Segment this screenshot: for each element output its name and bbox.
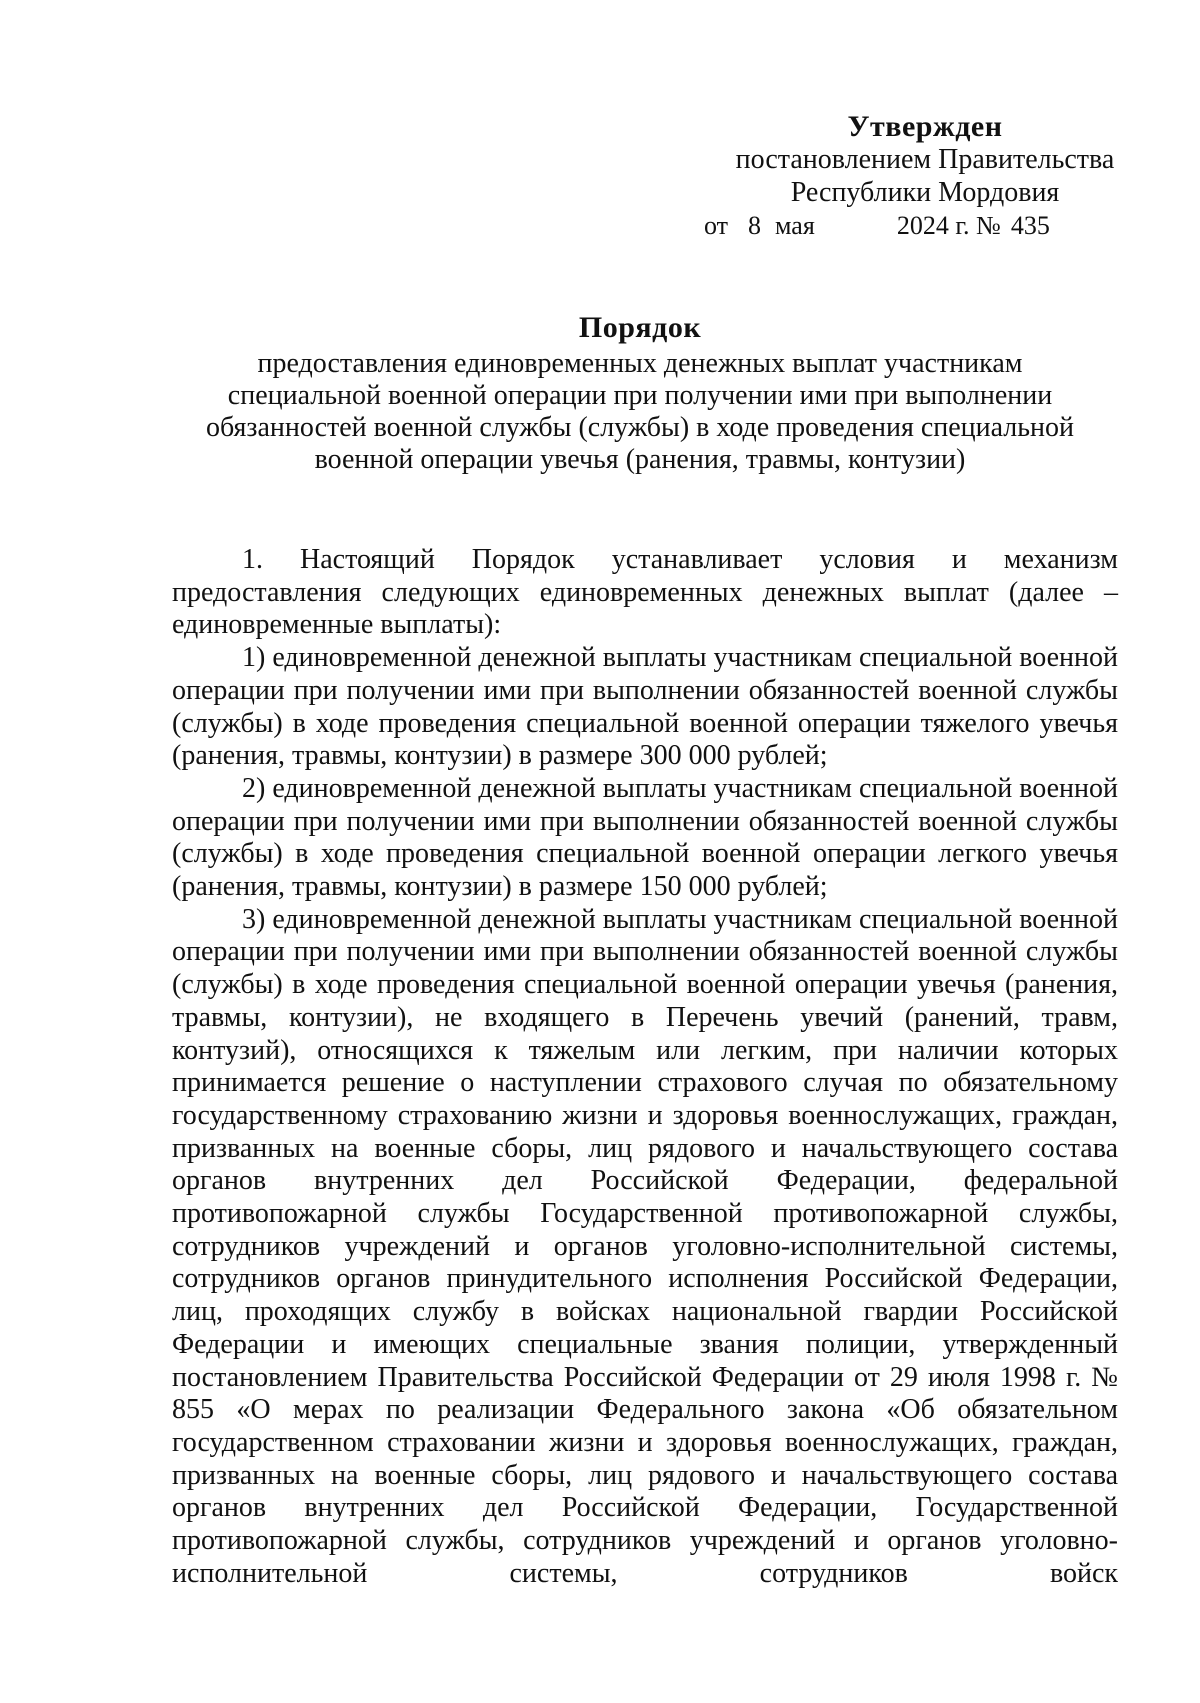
subtitle-line-3: обязанностей военной службы (службы) в ходе проведения специальной — [205, 412, 1075, 443]
subtitle-line-4: военной операции увечья (ранения, травмы, контузии) — [314, 444, 966, 475]
date-prefix: от — [704, 211, 729, 240]
subtitle-line-2: специальной военной операции при получении ими при выполнении — [227, 380, 1053, 411]
date-month: мая — [775, 211, 815, 240]
approval-line-1: постановлением Правительства — [735, 144, 1115, 175]
paragraph-item-1: 1) единовременной денежной выплаты участникам специальной военной операции при получении ими при выполнении обязанностей военной службы (службы) в ходе проведения специальной военной операции тяжелого увечья (ранения, травмы, контузии) в размере 300 000 рублей; — [172, 642, 1118, 772]
document-title-block — [160, 312, 1120, 476]
date-day: 8 — [748, 211, 762, 240]
date-year: 2024 г. № — [896, 211, 1001, 240]
paragraph-item-2: 2) единовременной денежной выплаты участникам специальной военной операции при получении ими при выполнении обязанностей военной службы (службы) в ходе проведения специальной военной операции легкого увечья (ранения, травмы, контузии) в размере 150 000 рублей; — [172, 772, 1118, 903]
subtitle-line-1: предоставления единовременных денежных выплат участникам — [257, 348, 1023, 379]
approval-heading: Утвержден — [847, 110, 1003, 143]
approval-line-2: Республики Мордовия — [790, 177, 1060, 208]
approval-date-line — [700, 209, 1150, 242]
paragraph-1: 1. Настоящий Порядок устанавливает условия и механизм предоставления следующих единовременных денежных выплат (далее – единовременные выплаты): — [172, 544, 1118, 641]
approval-block — [700, 110, 1150, 242]
document-body — [172, 544, 1118, 1591]
document-title: Порядок — [578, 311, 702, 344]
paragraph-item-3: 3) единовременной денежной выплаты участникам специальной военной операции при получении ими при выполнении обязанностей военной службы (службы) в ходе проведения специальной военной операции увечья (ранения, травмы, контузии), не входящего в Перечень увечий (ранений, травм, контузий), относящихся к тяжелым или легким, при наличии которых принимается решение о наступлении страхового случая по обязательному государственному страхованию жизни и здоровья военнослужащих, граждан, призванных на военные сборы, лиц рядового и начальствующего состава органов внутренних дел Российской Федерации, федеральной противопожарной службы Государственной противопожарной службы, сотрудников учреждений и органов уголовно-исполнительной системы, сотрудников органов принудительного исполнения Российской Федерации, лиц, проходящих службу в войсках национальной гвардии Российской Федерации и имеющих специальные звания полиции, утвержденный постановлением Правительства Российской Федерации от 29 июля 1998 г. № 855 «О мерах по реализации Федерального закона «Об обязательном государственном страховании жизни и здоровья военнослужащих, граждан, призванных на военные сборы, лиц рядового и начальствующего состава органов внутренних дел Российской Федерации, Государственной противопожарной службы, сотрудников учреждений и органов уголовно-исполнительной системы, сотрудников войск — [172, 903, 1118, 1589]
document-number: 435 — [1010, 211, 1050, 240]
